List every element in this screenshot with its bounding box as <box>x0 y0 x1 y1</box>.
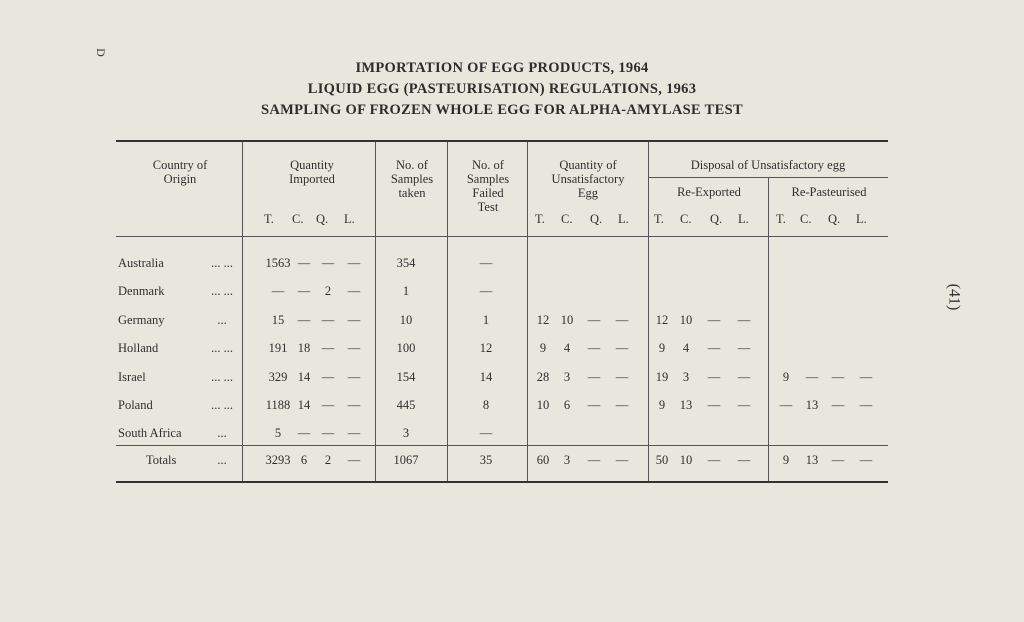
unsatisfactory-cell: 3 <box>563 453 571 467</box>
title-block <box>0 58 1004 121</box>
imported-cell: 14 <box>297 370 311 384</box>
imported-cell: — <box>321 398 335 412</box>
samples-taken-cell: 1 <box>402 284 410 298</box>
samples-taken-cell: 100 <box>396 341 416 355</box>
col-divider-2 <box>375 142 376 481</box>
imported-cell: 18 <box>297 341 311 355</box>
re-pasteurised-cell: — <box>805 370 819 384</box>
table-bottom-rule <box>116 481 888 483</box>
re-pasteurised-cell: 9 <box>782 370 790 384</box>
imported-cell: — <box>297 256 311 270</box>
subtitle-sampling: SAMPLING OF FROZEN WHOLE EGG FOR ALPHA-AMYLASE TEST <box>261 102 743 118</box>
unit-label-uns-1: C. <box>561 212 573 226</box>
imported-cell: — <box>321 341 335 355</box>
samples-failed-cell: 14 <box>479 370 493 384</box>
header-samples-taken: No. of Samples taken <box>390 158 434 200</box>
imported-cell: — <box>321 313 335 327</box>
header-country: Country of Origin <box>152 158 208 186</box>
re-exported-cell: — <box>707 398 721 412</box>
unsatisfactory-cell: — <box>615 398 629 412</box>
imported-cell: 191 <box>268 341 288 355</box>
samples-taken-cell: 354 <box>396 256 416 270</box>
imported-cell: — <box>297 313 311 327</box>
re-exported-cell: 13 <box>679 398 693 412</box>
unsatisfactory-cell: — <box>615 341 629 355</box>
unsatisfactory-cell: 60 <box>536 453 550 467</box>
samples-failed-cell: — <box>479 426 493 440</box>
country-name: Australia <box>118 256 164 270</box>
unsatisfactory-cell: 4 <box>563 341 571 355</box>
samples-failed-cell: 35 <box>479 453 493 467</box>
re-exported-cell: 10 <box>679 313 693 327</box>
col-divider-6 <box>768 177 769 481</box>
unsatisfactory-cell: 28 <box>536 370 550 384</box>
re-pasteurised-cell: 9 <box>782 453 790 467</box>
unit-label-uns-3: L. <box>618 212 629 226</box>
re-pasteurised-cell: 13 <box>805 453 819 467</box>
re-pasteurised-cell: — <box>779 398 793 412</box>
re-exported-cell: — <box>707 453 721 467</box>
subtitle-regulations: LIQUID EGG (PASTEURISATION) REGULATIONS, 1963 <box>307 81 697 97</box>
header-samples-failed: No. of Samples Failed Test <box>466 158 510 214</box>
imported-cell: — <box>321 370 335 384</box>
re-exported-cell: 9 <box>658 398 666 412</box>
unit-label-rpa-0: T. <box>776 212 786 226</box>
totals-top-rule <box>116 445 888 446</box>
imported-cell: 329 <box>268 370 288 384</box>
re-exported-cell: 10 <box>679 453 693 467</box>
re-pasteurised-cell: — <box>859 453 873 467</box>
imported-cell: — <box>297 426 311 440</box>
samples-failed-cell: 1 <box>482 313 490 327</box>
re-pasteurised-cell: — <box>859 398 873 412</box>
imported-cell: — <box>347 453 361 467</box>
unit-label-imp-1: C. <box>292 212 304 226</box>
imported-cell: 14 <box>297 398 311 412</box>
samples-failed-cell: 8 <box>482 398 490 412</box>
unsatisfactory-cell: — <box>587 370 601 384</box>
unit-label-uns-2: Q. <box>590 212 603 226</box>
re-pasteurised-cell: — <box>831 398 845 412</box>
country-name: Poland <box>118 398 153 412</box>
re-exported-cell: — <box>737 398 751 412</box>
country-name: South Africa <box>118 426 182 440</box>
re-pasteurised-cell: 13 <box>805 398 819 412</box>
imported-cell: — <box>271 284 285 298</box>
samples-taken-cell: 3 <box>402 426 410 440</box>
re-pasteurised-cell: — <box>831 370 845 384</box>
table-top-rule <box>116 140 888 142</box>
samples-taken-cell: 154 <box>396 370 416 384</box>
unit-label-rex-1: C. <box>680 212 692 226</box>
samples-failed-cell: 12 <box>479 341 493 355</box>
corner-mark: D <box>93 48 108 57</box>
header-quantity-imported: Quantity Imported <box>289 158 335 186</box>
country-name: Denmark <box>118 284 165 298</box>
re-exported-cell: — <box>707 370 721 384</box>
unit-label-imp-3: L. <box>344 212 355 226</box>
unit-label-uns-0: T. <box>535 212 545 226</box>
row-leader-dots: ... ... <box>211 370 233 384</box>
re-pasteurised-cell: — <box>831 453 845 467</box>
unsatisfactory-cell: 6 <box>563 398 571 412</box>
imported-cell: 6 <box>300 453 308 467</box>
imported-cell: 1188 <box>265 398 291 412</box>
imported-cell: 5 <box>274 426 282 440</box>
imported-cell: 15 <box>271 313 285 327</box>
imported-cell: — <box>347 256 361 270</box>
unsatisfactory-cell: 9 <box>539 341 547 355</box>
imported-cell: — <box>347 426 361 440</box>
header-re-exported: Re-Exported <box>677 185 741 199</box>
row-leader-dots: ... <box>217 313 227 327</box>
re-exported-cell: — <box>707 313 721 327</box>
samples-failed-cell: — <box>479 284 493 298</box>
imported-cell: 1563 <box>265 256 291 270</box>
imported-cell: — <box>321 426 335 440</box>
unsatisfactory-cell: — <box>615 313 629 327</box>
samples-taken-cell: 10 <box>399 313 413 327</box>
header-unsatisfactory: Quantity of Unsatisfactory Egg <box>551 158 625 200</box>
unit-label-rpa-2: Q. <box>828 212 841 226</box>
unit-label-rpa-1: C. <box>800 212 812 226</box>
row-leader-dots: ... <box>217 453 227 467</box>
row-leader-dots: ... ... <box>211 284 233 298</box>
unsatisfactory-cell: — <box>587 398 601 412</box>
imported-cell: 3293 <box>265 453 291 467</box>
imported-cell: — <box>297 284 311 298</box>
col-divider-1 <box>242 142 243 481</box>
unit-label-imp-0: T. <box>264 212 274 226</box>
unsatisfactory-cell: 3 <box>563 370 571 384</box>
page-number: (41) <box>945 283 963 311</box>
unsatisfactory-cell: 12 <box>536 313 550 327</box>
re-exported-cell: 12 <box>655 313 669 327</box>
imported-cell: — <box>347 284 361 298</box>
imported-cell: — <box>347 341 361 355</box>
col-divider-4 <box>527 142 528 481</box>
unit-label-rex-2: Q. <box>710 212 723 226</box>
row-leader-dots: ... <box>217 426 227 440</box>
unsatisfactory-cell: — <box>615 370 629 384</box>
imported-cell: — <box>347 313 361 327</box>
header-bottom-rule <box>116 236 888 237</box>
header-disposal: Disposal of Unsatisfactory egg <box>690 158 846 172</box>
samples-taken-cell: 445 <box>396 398 416 412</box>
re-exported-cell: 3 <box>682 370 690 384</box>
col-divider-3 <box>447 142 448 481</box>
re-exported-cell: — <box>737 370 751 384</box>
unsatisfactory-cell: 10 <box>536 398 550 412</box>
header-re-pasteurised: Re-Pasteurised <box>791 185 867 199</box>
imported-cell: — <box>347 398 361 412</box>
country-name: Israel <box>118 370 146 384</box>
unsatisfactory-cell: — <box>587 341 601 355</box>
imported-cell: — <box>321 256 335 270</box>
country-name: Germany <box>118 313 165 327</box>
imported-cell: 2 <box>324 284 332 298</box>
imported-cell: — <box>347 370 361 384</box>
re-exported-cell: — <box>737 453 751 467</box>
main-title: IMPORTATION OF EGG PRODUCTS, 1964 <box>355 60 649 76</box>
re-exported-cell: 19 <box>655 370 669 384</box>
unsatisfactory-cell: — <box>615 453 629 467</box>
imported-cell: 2 <box>324 453 332 467</box>
unsatisfactory-cell: 10 <box>560 313 574 327</box>
unsatisfactory-cell: — <box>587 313 601 327</box>
country-name: Holland <box>118 341 159 355</box>
row-leader-dots: ... ... <box>211 341 233 355</box>
re-pasteurised-cell: — <box>859 370 873 384</box>
re-exported-cell: 50 <box>655 453 669 467</box>
row-leader-dots: ... ... <box>211 398 233 412</box>
re-exported-cell: 4 <box>682 341 690 355</box>
re-exported-cell: — <box>707 341 721 355</box>
col-divider-5 <box>648 142 649 481</box>
re-exported-cell: — <box>737 341 751 355</box>
unsatisfactory-cell: — <box>587 453 601 467</box>
samples-failed-cell: — <box>479 256 493 270</box>
samples-taken-cell: 1067 <box>393 453 419 467</box>
re-exported-cell: 9 <box>658 341 666 355</box>
re-exported-cell: — <box>737 313 751 327</box>
row-leader-dots: ... ... <box>211 256 233 270</box>
unit-label-rex-3: L. <box>738 212 749 226</box>
country-name: Totals <box>146 453 177 467</box>
unit-label-imp-2: Q. <box>316 212 329 226</box>
unit-label-rex-0: T. <box>654 212 664 226</box>
unit-label-rpa-3: L. <box>856 212 867 226</box>
